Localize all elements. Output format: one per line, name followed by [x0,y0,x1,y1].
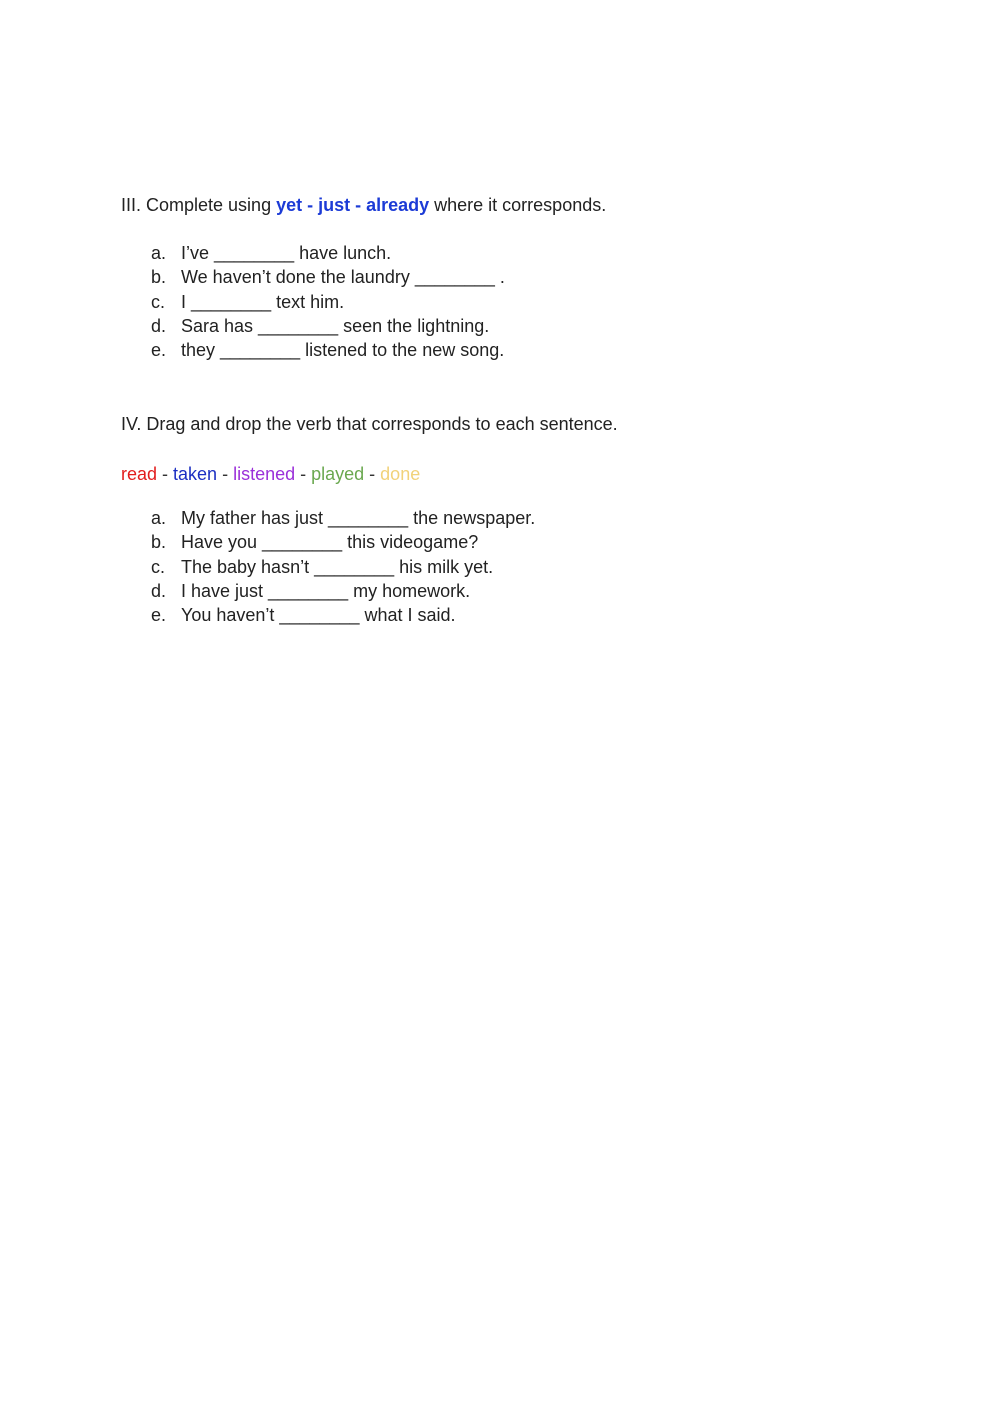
item-letter: d. [151,315,167,336]
instruction-prefix: III. Complete using [121,195,277,215]
list-item [121,506,941,530]
word-bank [121,462,941,486]
instruction-suffix: where it corresponds. [429,195,607,215]
word-played[interactable]: played [311,464,365,484]
item-sentence: My father has just ________ the newspaper. [181,508,536,528]
item-sentence: We haven’t done the laundry ________ . [181,267,505,288]
item-sentence: The baby hasn’t ________ his milk yet. [181,556,494,577]
item-sentence: I ________ text him. [181,291,345,312]
item-sentence: Sara has ________ seen the lightning. [181,315,490,336]
exercise-three-instruction [121,193,941,217]
item-letter: c. [151,291,166,312]
item-sentence: Have you ________ this videogame? [181,532,479,553]
list-item [121,603,941,627]
list-item [121,290,941,314]
word-done[interactable]: done [380,464,421,484]
word-separator: - [295,464,312,484]
word-taken[interactable]: taken [173,464,218,484]
exercise-four-items [121,506,941,627]
list-item [121,579,941,603]
keyword-list: yet - just - already [276,195,430,215]
list-item [121,241,941,265]
exercise-four [121,412,941,627]
item-letter: c. [151,556,166,577]
list-item [121,530,941,554]
word-separator: - [364,464,381,484]
exercise-four-instruction: IV. Drag and drop the verb that corresponds to each sentence. [121,414,618,434]
list-item [121,314,941,338]
item-sentence: You haven’t ________ what I said. [181,605,456,626]
item-letter: b. [151,532,167,553]
list-item [121,338,941,362]
item-letter: d. [151,580,167,601]
word-listened[interactable]: listened [233,464,296,484]
item-sentence: I’ve ________ have lunch. [181,243,392,263]
list-item [121,555,941,579]
item-letter: e. [151,340,167,361]
item-letter: b. [151,267,167,288]
word-separator: - [217,464,234,484]
item-sentence: they ________ listened to the new song. [181,340,505,361]
word-separator: - [157,464,174,484]
word-read[interactable]: read [121,464,158,484]
item-letter: a. [151,243,167,263]
exercise-three-items [121,241,941,362]
list-item [121,265,941,289]
item-letter: e. [151,605,167,626]
item-sentence: I have just ________ my homework. [181,580,471,601]
exercise-three [121,193,941,362]
item-letter: a. [151,508,167,528]
